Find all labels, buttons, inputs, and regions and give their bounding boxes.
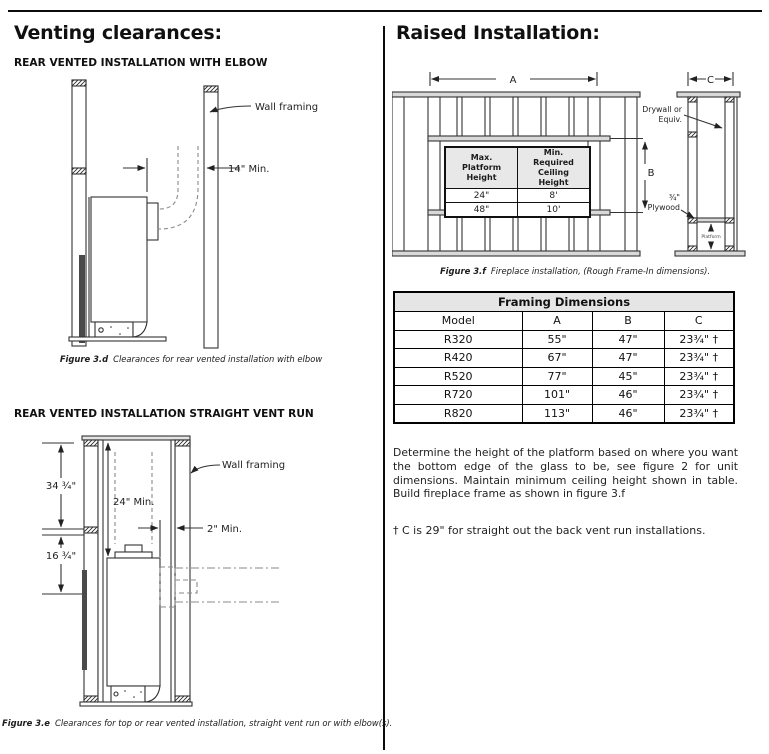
fig-d-title: REAR VENTED INSTALLATION WITH ELBOW [14, 57, 268, 69]
framing-dimensions-table [393, 291, 735, 424]
cell: 101" [522, 386, 592, 405]
dim-16-label: 16 ¾" [45, 551, 77, 562]
dim-16 [42, 537, 84, 594]
vent-elbow-dashed [159, 146, 198, 229]
table-row [394, 367, 734, 386]
col-header-model: Model [394, 312, 522, 331]
column-divider [383, 26, 385, 750]
min24-label: 24" Min. [113, 497, 155, 508]
figure-3d-caption [12, 354, 370, 364]
cell: 23¾" † [664, 330, 734, 349]
cell: R520 [394, 367, 522, 386]
cell: 67" [522, 349, 592, 368]
figure-3f-container [392, 68, 758, 262]
ceiling-line [82, 436, 190, 440]
cell: 77" [522, 367, 592, 386]
figure-3e-caption-label: Figure 3.e [2, 718, 50, 728]
table-row [445, 203, 590, 218]
wall-framing-label: Wall framing [255, 102, 319, 113]
figure-3e-caption-text: Clearances for top or rear vented installation, straight vent run or with elbow(s). [54, 718, 393, 728]
cell: 23¾" † [664, 367, 734, 386]
dim-a-label: A [509, 75, 517, 86]
left-drywall [98, 440, 103, 702]
framing-table-title: Framing Dimensions [394, 292, 734, 312]
col-header-a: A [522, 312, 592, 331]
cell: 46" [592, 386, 664, 405]
right-heading: Raised Installation: [396, 22, 600, 44]
figure-3e-caption [2, 718, 393, 728]
instructions-paragraph: Determine the height of the platform based on where you want the bottom edge of the glass to be, see figure 2 for unit dimensions. Maintain minimum ceiling height shown in table. Build fireplace frame as shown in figure 3.f [393, 446, 738, 501]
figure-3e-diagram [12, 428, 370, 712]
plywood-label-line1: ¾" [668, 193, 680, 202]
min14-label: 14" Min. [228, 164, 270, 175]
table-row [394, 330, 734, 349]
figure-3d-caption-label: Figure 3.d [59, 354, 109, 364]
figure-3d-diagram [12, 78, 370, 350]
cell: 48" [445, 203, 518, 218]
cell: 46" [592, 404, 664, 423]
drywall-label-line2: Equiv. [658, 115, 682, 124]
cell: 23¾" † [664, 404, 734, 423]
table-row [394, 349, 734, 368]
plywood-label-line2: Plywood [647, 203, 680, 212]
fireplace-unit [79, 197, 158, 343]
cell: 47" [592, 330, 664, 349]
cell: 113" [522, 404, 592, 423]
cell: 8' [518, 189, 591, 203]
table-row [445, 189, 590, 203]
floor-line [80, 702, 192, 706]
left-heading: Venting clearances: [14, 22, 222, 44]
dim-c-label: C [707, 75, 714, 86]
top-rule [8, 10, 762, 12]
drywall-label-line1: Drywall or [642, 105, 682, 114]
cell: R320 [394, 330, 522, 349]
platform-label: Platform [701, 235, 721, 240]
figure-3d-caption-text: Clearances for rear vented installation with elbow [113, 354, 323, 364]
col-header-b: B [592, 312, 664, 331]
figure-3f-caption-text: Fireplace installation, (Rough Frame-In dimensions). [490, 266, 711, 276]
table-row [394, 404, 734, 423]
figure-3f-caption-label: Figure 3.f [439, 266, 486, 276]
cell: 47" [592, 349, 664, 368]
fig-e-title: REAR VENTED INSTALLATION STRAIGHT VENT RUN [14, 408, 314, 420]
right-stud [204, 86, 218, 348]
cell: 23¾" † [664, 386, 734, 405]
table-row [394, 386, 734, 405]
col-header-c: C [664, 312, 734, 331]
cell: 45" [592, 367, 664, 386]
right-drywall [171, 440, 175, 702]
dim-b-label: B [647, 168, 655, 179]
platform-height-table [444, 146, 591, 218]
cell: R420 [394, 349, 522, 368]
platform-table-col2-header: Min. Required Ceiling Height [518, 147, 591, 189]
dagger-footnote: † C is 29" for straight out the back vent run installations. [393, 524, 706, 537]
right-stud [175, 440, 190, 702]
cell: R720 [394, 386, 522, 405]
cell: R820 [394, 404, 522, 423]
floor-line [69, 337, 166, 341]
platform-table-col1-header: Max. Platform Height [445, 147, 518, 189]
cell: 23¾" † [664, 349, 734, 368]
min2-label: 2" Min. [207, 524, 243, 535]
wall-framing-label: Wall framing [222, 460, 286, 471]
cell: 55" [522, 330, 592, 349]
framing-table-header-row [394, 312, 734, 331]
clearance-arrows [123, 106, 251, 192]
wall-framing-leader [191, 465, 220, 473]
dim-34-label: 34 ¾" [45, 481, 77, 492]
side-framing [675, 92, 745, 256]
figure-3f-caption [392, 266, 758, 276]
cell: 24" [445, 189, 518, 203]
cell: 10' [518, 203, 591, 218]
